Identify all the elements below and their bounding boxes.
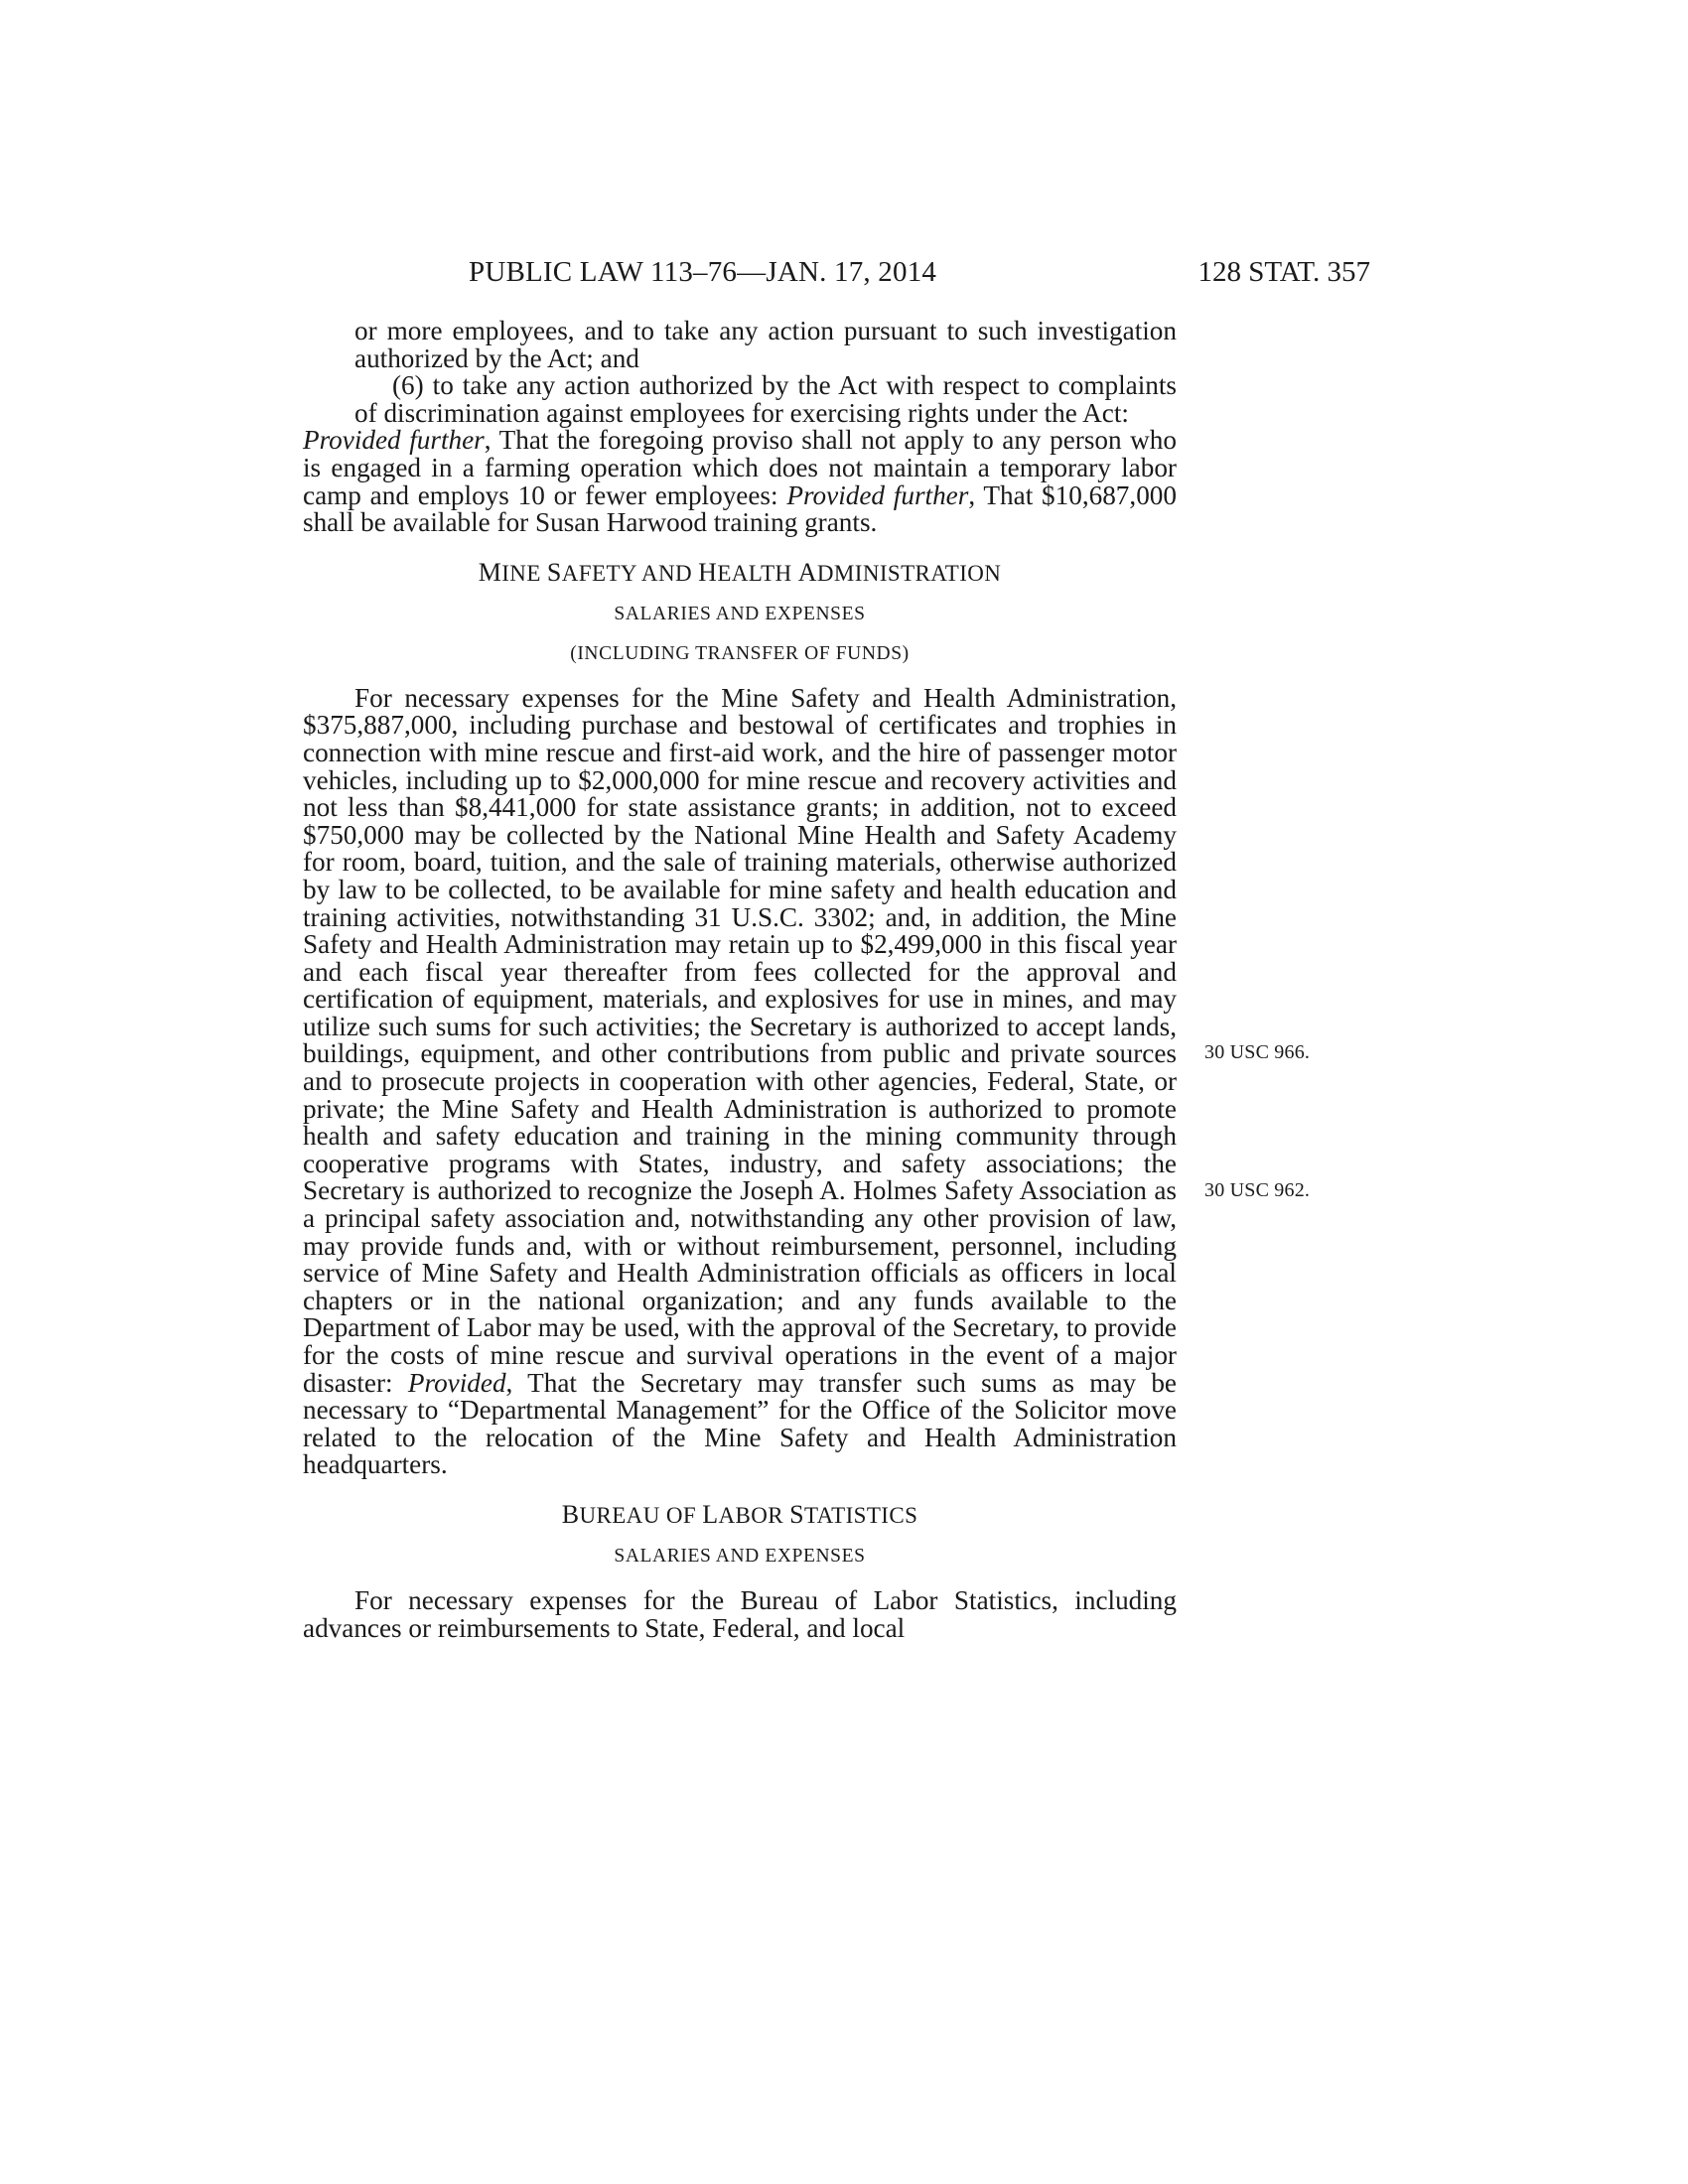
msha-paragraph: For necessary expenses for the Mine Safety and Health Administration, $375,887,000, including purchase and bestowal of certificates and trophies in connection with mine rescue and first-aid work, and the hire of passenger motor vehicles, including up to $2,000,000 for mine rescue and recovery activities and not less than $8,441,000 for state assistance grants; in addition, not to exceed $750,000 may be collected by the National Mine Health and Safety Academy for room, board, tuition, and the sale of training materials, otherwise authorized by law to be collected, to be available for mine safety and health education and training activities, notwithstanding 31 U.S.C. 3302; and, in addition, the Mine Safety and Health Administration may retain up to $2,499,000 in this fiscal year and each fiscal year thereafter from fees collected for the approval and certification of equipment, materials, and explosives for use in mines, and may utilize such sums for such activities; the Secretary is authorized to accept lands, buildings, equipment, and other contributions from public and private sources and to prosecute projects in cooperation with other agencies, Federal, State, or private; the Mine Safety and Health Administration is authorized to promote health and safety education and training in the mining community through cooperative programs with States, industry, and safety associations; the Secretary is authorized to recognize the Joseph A. Holmes Safety Association as a principal safety association and, notwithstanding any other provision of law, may provide funds and, with or without reimbursement, personnel, including service of Mine Safety and Health Administration officials as officers in local chapters or in the national organization; and any funds available to the Department of Labor may be used, with the approval of the Secretary, to provide for the costs of mine rescue and survival operations in the event of a major disaster: Provided, That the Secretary may transfer such sums as may be necessary to “Departmental Management” for the Office of the Solicitor move related to the relocation of the Mine Safety and Health Administration headquarters. <box>303 682 1177 1480</box>
margin-note: 30 USC 962. <box>1204 1179 1311 1201</box>
bls-subheading: SALARIES AND EXPENSES <box>614 1545 866 1567</box>
msha-heading: MINE SAFETY AND HEALTH ADMINISTRATION <box>478 557 1002 587</box>
osha-item-6: (6) to take any action authorized by the Act with respect to complaints of discrimination against employees for exercising rights under the Act: <box>354 370 1177 428</box>
proviso-italic: Provided further <box>786 479 969 510</box>
page-title: PUBLIC LAW 113–76—JAN. 17, 2014 <box>469 256 937 288</box>
proviso-italic: Provided <box>407 1367 506 1398</box>
msha-subheading-transfer: (INCLUDING TRANSFER OF FUNDS) <box>570 642 910 664</box>
margin-note: 30 USC 966. <box>1204 1041 1311 1063</box>
body-text <box>303 318 1177 1642</box>
bls-heading: BUREAU OF LABOR STATISTICS <box>561 1499 918 1529</box>
running-head <box>469 252 1370 292</box>
osha-continuation-line: or more employees, and to take any action pursuant to such investigation authorized by the Act; and <box>354 316 1177 373</box>
msha-subheading: SALARIES AND EXPENSES <box>614 603 866 624</box>
proviso-text: , That $10,687,000 shall be available for Susan Harwood training grants. <box>303 479 1177 538</box>
osha-provisos <box>303 427 1177 536</box>
proviso-text: , That the foregoing proviso shall not apply to any person who is engaged in a farming operation which does not maintain a temporary labor camp and employs 10 or fewer employees: <box>303 425 1177 510</box>
bls-paragraph: For necessary expenses for the Bureau of Labor Statistics, including advances or reimbursements to State, Federal, and local <box>303 1584 1177 1643</box>
proviso-italic: Provided further <box>303 425 485 456</box>
statute-page-number: 128 STAT. 357 <box>1197 256 1370 288</box>
